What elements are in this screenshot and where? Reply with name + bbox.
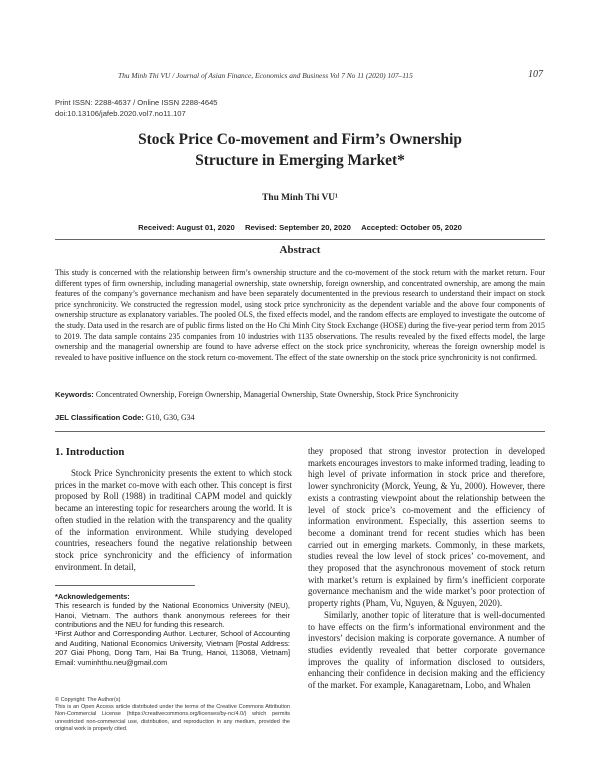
copyright-notice — [55, 697, 290, 733]
section-heading-introduction: 1. Introduction — [55, 446, 125, 458]
keywords-line — [55, 390, 545, 401]
intro-paragraph-continued: they proposed that strong investor protection in developed markets encourages investors to make informed trading, leading to high level of private information in stock price and therefore, lower synchronicity (Morck, Yeung, & Yu, 2000). However, there exists a contrasting viewpoint about the relationship between the level of stock price’s co-movement and the efficiency of information environment. Especially, this assertion seems to become a dominant trend for recent studies which has been carried out in emerging markets. Commonly, in these markets, studies reveal the low level of stock prices’ co-movement, and they proposed that the asynchronous movement of stock return with market’s return is explained by firm’s inefficient corporate governance mechanism and the wide market’s poor protection of property rights (Pham, Vu, Nguyen, & Nguyen, 2020). — [308, 446, 545, 609]
title-line-1: Stock Price Co-movement and Firm’s Ownership — [138, 131, 462, 148]
intro-paragraph-2: Similarly, another topic of literature that is well-documented to have effects on the firm’s informational environment and the investors’ decision making is corporate governance. A number of studies evidently revealed that better corporate governance improves the quality of information disclosed to outsiders, enhancing their confidence in decision making and the efficiency of the market. For example, Kanagaretnam, Lobo, and Whalen — [308, 609, 545, 691]
abstract-heading: Abstract — [279, 244, 321, 256]
issn-line: Print ISSN: 2288-4637 / Online ISSN 2288-4645 — [55, 98, 218, 107]
abstract-body: This study is concerned with the relationship between firm’s ownership structure and the co-movement of the stock return with the market return. Four different types of firm ownership, including managerial ownership, state ownership, foreign ownership, and concentrated ownership, are among the main features of the company’s governance mechanism and have been separately documentented in the previous research to understand their impact on stock price synchronicity. We constructed the regression model, using stock price synchronicity as the dependent variable and the above four components of ownership structure as explanatory variables. The pooled OLS, the fixed effects model, and the random effects are employed to investigate the outcome of the study. Data used in the resarch are of public firms listed on the Ho Chi Minh City Stock Exchange (HOSE) during the five-year period term from 2015 to 2019. The data sample contains 235 companies from 10 industries with 1135 observations. The results revealed by the fixed effects model, the large ownership and the managerial ownership are found to have adverse effect on the stock price synchronicity, whereas the foreign ownership model is revealed to have positive influence on the stock return co-movement. The effect of the state ownership on the stock price synchronicity is not confirmed. — [55, 268, 545, 362]
license-text: This is an Open Access article distributed under the terms of the Creative Commons Attribution Non-Commercial License (https://creativecommons.org/licenses/by-nc/4.0/) which permits unrestricted non-commercial use, distribution, and reproduction in any medium, provided the original work is properly cited. — [55, 704, 290, 732]
paper-title — [60, 129, 540, 171]
received-date: Received: August 01, 2020 — [138, 223, 235, 232]
submission-dates — [60, 223, 540, 232]
author-name: Thu Minh Thi VU¹ — [262, 193, 338, 203]
footnote-first-author: ¹First Author and Corresponding Author. Lecturer, School of Accounting and Auditing, National Economics University, Vietnam [Postal Address: 207 Giai Phong, Dong Tam, Hai Ba Trung, Hanoi, 113068, Vietnam] Email: vuminhthu.neu@gmail.com — [55, 629, 290, 667]
keywords-label: Keywords: — [55, 390, 94, 399]
doi-line: doi:10.13106/jafeb.2020.vol7.no11.107 — [55, 108, 186, 118]
copyright-line: © Copyright: The Author(s) — [55, 697, 121, 703]
column-left — [55, 468, 292, 573]
title-line-2: Structure in Emerging Market* — [195, 152, 405, 169]
footnote-divider — [55, 585, 195, 586]
page-number: 107 — [528, 69, 543, 80]
revised-date: Revised: September 20, 2020 — [244, 223, 351, 232]
issn-block — [55, 98, 218, 119]
keywords-text: Concentrated Ownership, Foreign Ownership, Managerial Ownership, State Ownership, Stock Price Synchronicity — [95, 390, 459, 399]
column-right — [308, 446, 545, 692]
jel-label: JEL Classification Code: — [55, 413, 144, 422]
accepted-date: Accepted: October 05, 2020 — [361, 223, 462, 232]
footnote-ack-body: This research is funded by the National Economics University (NEU), Hanoi, Vietnam. The authors thank anonymous referees for their contributions and the NEU for funding this research. — [55, 601, 290, 630]
jel-line — [55, 413, 545, 424]
intro-paragraph-1: Stock Price Synchronicity presents the extent to which stock prices in the market co-move with each other. This concept is first proposed by Roll (1988) in traditinal CAPM model and quickly became an interesting topic for researchers aroung the world. It is often studied in the relation with the transparency and the quality of the information environment. While studying developed countries, reseachers found the negative relationship between stock price synchronicity and the efficiency of information environment. In detail, — [55, 468, 292, 572]
ack-heading: *Acknowledgements: — [55, 592, 130, 601]
jel-text: G10, G30, G34 — [145, 413, 195, 422]
divider-bottom — [55, 431, 545, 432]
running-head-text: Thu Minh Thi VU / Journal of Asian Finance, Economics and Business Vol 7 No 11 (2020) 107–115 — [118, 71, 413, 80]
divider-top — [55, 239, 545, 240]
